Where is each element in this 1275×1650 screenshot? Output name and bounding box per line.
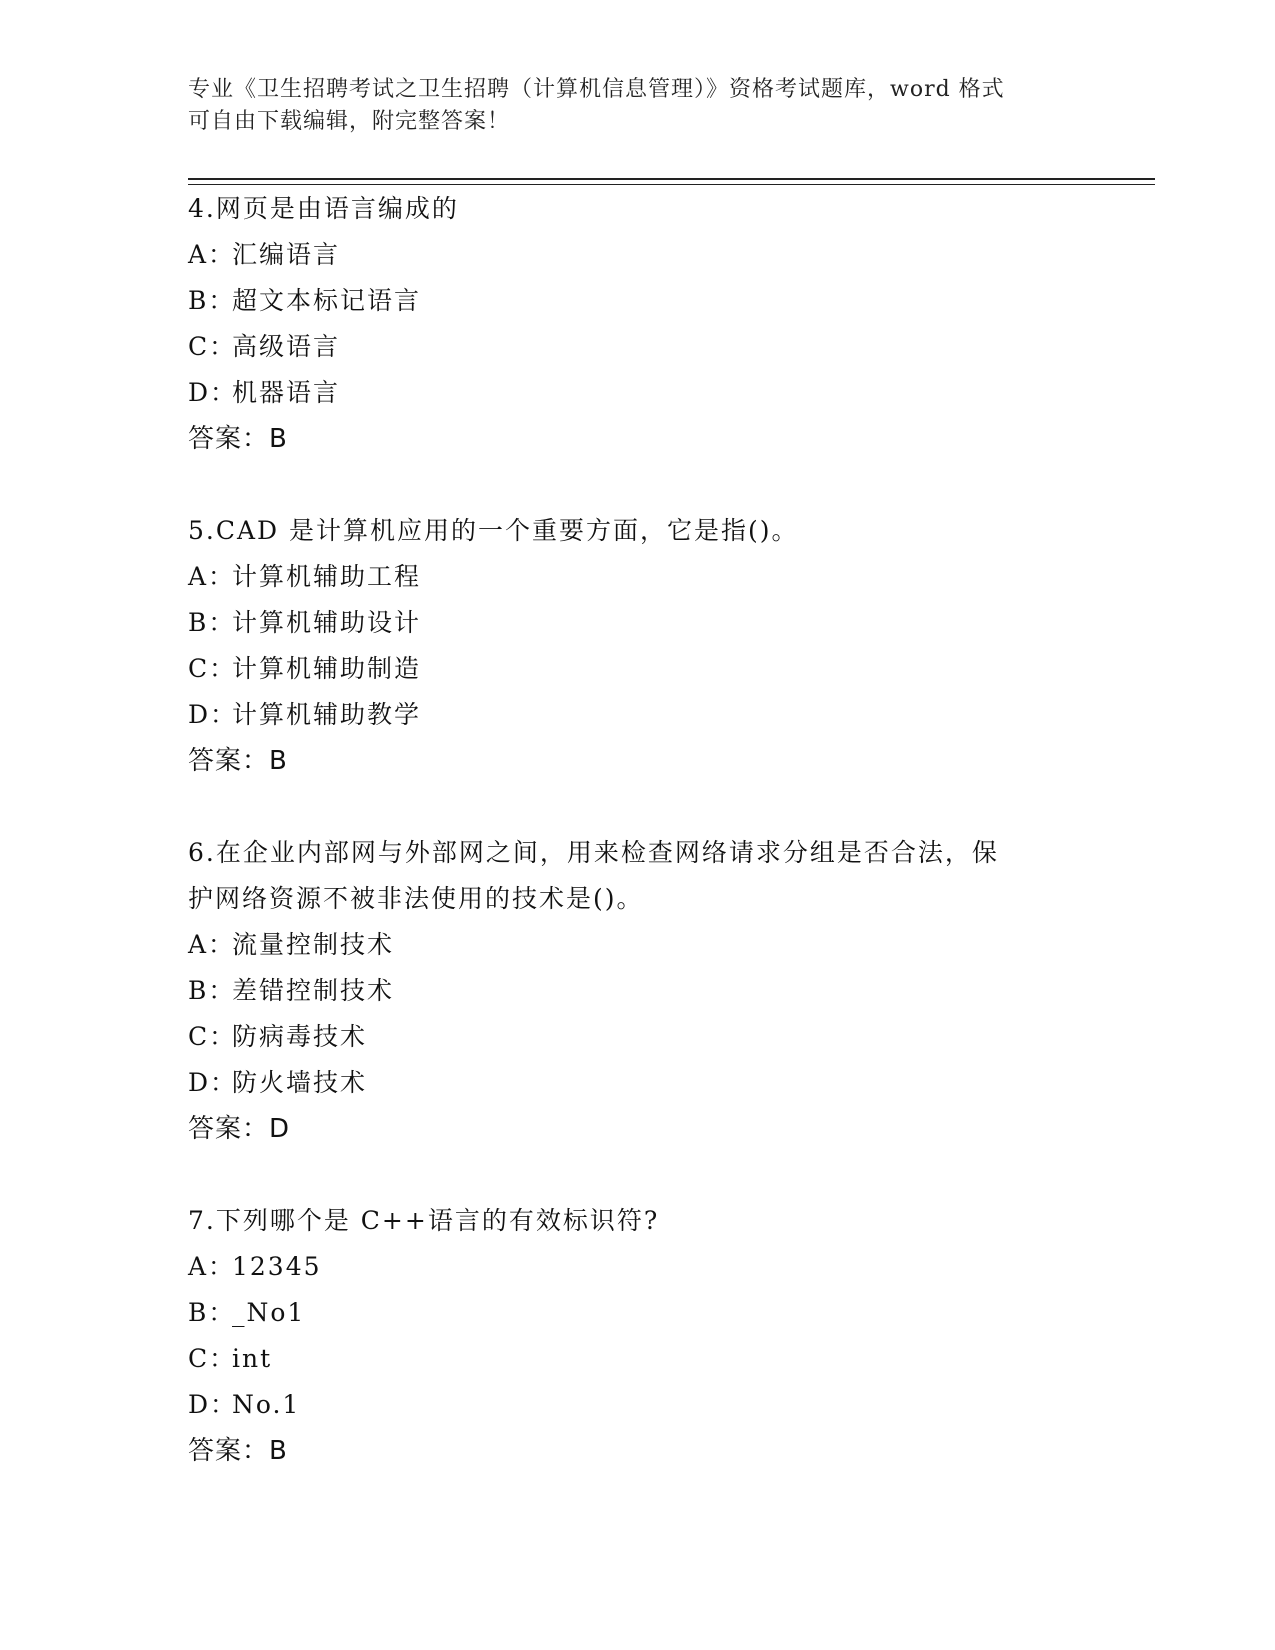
option-b bbox=[188, 600, 1088, 646]
option-text: 防病毒技术 bbox=[232, 1022, 368, 1051]
option-text: 计算机辅助制造 bbox=[232, 654, 422, 683]
option-label: B： bbox=[188, 286, 236, 315]
option-text: 计算机辅助工程 bbox=[232, 562, 422, 591]
question-stem: 4.网页是由语言编成的 bbox=[188, 194, 459, 223]
question-6 bbox=[188, 830, 1088, 1152]
question-stem-line-1: 6.在企业内部网与外部网之间，用来检查网络请求分组是否合法，保 bbox=[188, 838, 999, 867]
option-text: int bbox=[232, 1344, 273, 1373]
option-b bbox=[188, 1290, 1088, 1336]
question-stem: 7.下列哪个是 C++语言的有效标识符? bbox=[188, 1206, 660, 1235]
option-label: D： bbox=[188, 378, 238, 407]
option-text: 计算机辅助教学 bbox=[232, 700, 422, 729]
option-label: C： bbox=[188, 1344, 237, 1373]
option-label: A： bbox=[188, 240, 236, 269]
option-text: 高级语言 bbox=[232, 332, 341, 361]
option-label: B： bbox=[188, 608, 236, 637]
answer-line: 答案：D bbox=[188, 1114, 291, 1144]
option-label: A： bbox=[188, 1252, 236, 1281]
option-a bbox=[188, 232, 1088, 278]
option-c bbox=[188, 324, 1088, 370]
option-text: 12345 bbox=[232, 1252, 322, 1281]
option-label: B： bbox=[188, 976, 236, 1005]
option-label: D： bbox=[188, 1068, 238, 1097]
option-d bbox=[188, 1060, 1088, 1106]
answer-line: 答案：B bbox=[188, 1436, 288, 1466]
question-5 bbox=[188, 508, 1088, 784]
option-text: No.1 bbox=[232, 1390, 301, 1419]
answer-line: 答案：B bbox=[188, 746, 288, 776]
option-d bbox=[188, 692, 1088, 738]
option-text: 防火墙技术 bbox=[232, 1068, 368, 1097]
option-label: C： bbox=[188, 654, 237, 683]
option-label: A： bbox=[188, 930, 236, 959]
question-4 bbox=[188, 186, 1088, 462]
option-c bbox=[188, 1014, 1088, 1060]
option-a bbox=[188, 554, 1088, 600]
option-d bbox=[188, 1382, 1088, 1428]
question-stem: 5.CAD 是计算机应用的一个重要方面，它是指()。 bbox=[188, 516, 799, 545]
option-label: D： bbox=[188, 1390, 238, 1419]
option-text: 流量控制技术 bbox=[232, 930, 395, 959]
question-stem-line-2: 护网络资源不被非法使用的技术是()。 bbox=[188, 884, 644, 913]
option-label: D： bbox=[188, 700, 238, 729]
option-c bbox=[188, 1336, 1088, 1382]
option-label: B： bbox=[188, 1298, 236, 1327]
option-label: A： bbox=[188, 562, 236, 591]
header-divider bbox=[188, 178, 1155, 185]
option-d bbox=[188, 370, 1088, 416]
header-line-2: 可自由下载编辑，附完整答案！ bbox=[188, 109, 511, 134]
option-label: C： bbox=[188, 332, 237, 361]
option-label: C： bbox=[188, 1022, 237, 1051]
option-a bbox=[188, 1244, 1088, 1290]
option-text: 差错控制技术 bbox=[232, 976, 395, 1005]
document-header bbox=[188, 74, 1068, 138]
option-c bbox=[188, 646, 1088, 692]
header-line-1: 专业《卫生招聘考试之卫生招聘（计算机信息管理）》资格考试题库，word 格式 bbox=[188, 77, 1005, 102]
option-text: 计算机辅助设计 bbox=[232, 608, 422, 637]
option-b bbox=[188, 968, 1088, 1014]
question-list bbox=[188, 186, 1088, 1520]
option-text: 汇编语言 bbox=[232, 240, 341, 269]
option-text: _No1 bbox=[232, 1298, 306, 1327]
question-7 bbox=[188, 1198, 1088, 1474]
option-text: 超文本标记语言 bbox=[232, 286, 422, 315]
option-b bbox=[188, 278, 1088, 324]
answer-line: 答案：B bbox=[188, 424, 288, 454]
option-a bbox=[188, 922, 1088, 968]
option-text: 机器语言 bbox=[232, 378, 341, 407]
